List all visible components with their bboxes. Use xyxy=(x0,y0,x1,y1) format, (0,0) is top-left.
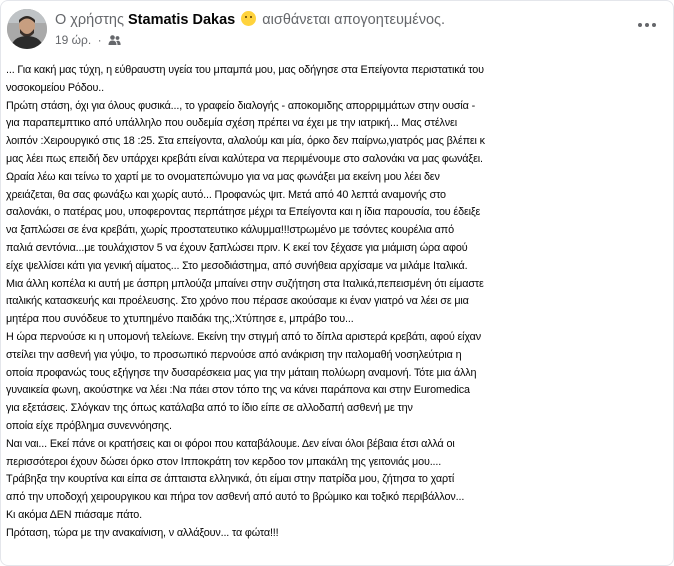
post-line: ... Για κακή μας τύχη, η εύθραυστη υγεία του μπαμπά μου, μας οδήγησε στα Επείγοντα περιστατικά του xyxy=(6,64,484,76)
post-line: οποία είχε πρόβλημα συνεννόησης. xyxy=(6,419,172,432)
post-line: στείλει την ασθενή για γύψο, το προσωπικό περνούσε από ανάκριση την ιταλομαθή νοσηλεύτρια η xyxy=(6,348,462,361)
post-line: Ωραία λέω και τείνω το χαρτί με το ονοματεπώνυμο για να μας φωνάξει μα εκείνη μου λέει δεν xyxy=(6,170,440,183)
feeling-text[interactable]: αισθάνεται απογοητευμένος. xyxy=(262,12,446,28)
post-line: περισσότεροι έχουν δώσει όρκο στον Ιπποκράτη τον κερδοο τον μπακάλη της γειτονιάς μου.... xyxy=(6,455,442,468)
post-line: είχε ψελλίσει κάτι για γενική αίματος... Στο μεσοδιάστημα, από συνήθεια αρχίσαμε να μιλάμε Ιταλικά. xyxy=(6,259,468,272)
post-line: σαλονάκι, ο πατέρας μου, υποφεροντας περπάτησε μέχρι τα Επείγοντα και η ίδια παρουσία, του έδειξε xyxy=(6,206,481,219)
post-line: Τράβηξα την κουρτίνα και είπα σε άπταιστα ελληνικά, ότι είμαι στην πατρίδα μου, ζήτησα το χαρτί xyxy=(6,473,455,486)
post-line: για εξετάσεις. Σλόγκαν της όπως κατάλαβα από το ίδιο είπε σε αλλοδαπή ασθενή με την xyxy=(6,402,413,415)
avatar[interactable] xyxy=(7,9,47,49)
author-line xyxy=(55,11,445,28)
meta-separator: · xyxy=(97,33,102,47)
post-line: από την υποδοχή χειρουργικου και πήρα τον ασθενή από αυτό το βρώμικο και τοξικό περιβάλλον... xyxy=(6,491,465,504)
author-prefix: Ο χρήστης xyxy=(55,12,124,28)
post-line: Κι ακόμα ΔΕΝ πιάσαμε πάτο. xyxy=(6,508,142,521)
post-line: Η ώρα περνούσε κι η υπομονή τελείωνε. Εκείνη την στιγμή από το δίπλα αριστερά κρεβάτι, αφού είχαν xyxy=(6,330,481,343)
post-line: Μια άλλη κοπέλα κι αυτή με άσπρη μπλούζα μπαίνει στην συζήτηση στα Ιταλικά,πεπεισμένη ότι είμαστε xyxy=(6,277,484,290)
post-line: χρειάζεται, θα σας φωνάξω και χωρίς αυτό... Προφανώς ψιτ. Μετά από 40 λεπτά αναμονής στο xyxy=(6,188,446,201)
post-line: γυναικεία φωνη, ακούστηκε να λέει :Να πάει στον τόπο της να κάνει παράπονα και στην Euromedica xyxy=(6,384,470,397)
post-line: παλιά σεντόνια...με τουλάχιστον 5 να έχουν ξαπλώσει πριν. Κ εκεί τον ξέχασε για μιάμιση ώρα αφού xyxy=(6,241,468,254)
post-line: μητέρα που συνόδευε το χτυπημένο παιδάκι της,:Χτύπησε ε, μπράβο του... xyxy=(6,313,354,326)
post-header xyxy=(7,9,673,53)
post-line: νοσοκομείου Ρόδου.. xyxy=(6,81,104,94)
disappointed-face-icon xyxy=(241,11,256,26)
friends-icon[interactable] xyxy=(108,34,121,49)
post-line: μας λέει πως επειδή δεν υπάρχει κρεβάτι είναι καλύτερα να περιμένουμε στο σαλονάκι να μας φωνάξει. xyxy=(6,152,483,165)
post-body xyxy=(6,62,670,543)
post-line: ιταλικής κατασκευής και προέλευσης. Στο χρόνο που πέρασε ακούσαμε κι έναν γιατρό να λέει σε μια xyxy=(6,295,469,308)
post-meta xyxy=(55,33,121,49)
author-name[interactable]: Stamatis Dakas xyxy=(128,12,236,28)
post-line: οποία προφανώς τους εξήγησε την δυσαρέσκεια μας για την μάταιη πολύωρη αναμονή. Τότε μια άλλη xyxy=(6,366,477,379)
more-options-icon[interactable] xyxy=(635,15,659,35)
post-line: Πρώτη στάση, όχι για όλους φυσικά..., το γραφείο διαλογής - αποκομιδης απορριμμάτων στην ουσία - xyxy=(6,99,476,112)
avatar-photo-icon xyxy=(7,9,47,49)
post-line: Πρόταση, τώρα με την ανακαίνιση, ν αλλάξουν... τα φώτα!!! xyxy=(6,526,279,539)
post-line: Ναι ναι... Εκεί πάνε οι κρατήσεις και οι φόροι που καταβάλουμε. Δεν είναι όλοι βέβαια έτσι αλλά οι xyxy=(6,437,455,450)
post-timestamp[interactable]: 19 ώρ. xyxy=(55,33,92,47)
post-line: για παραπεμπτικο από υπάλληλο που ουδεμία σχέση πρέπει να έχει με την ιατρική... Μας στέλνει xyxy=(6,117,457,130)
post-line: να ξαπλώσει σε ένα κρεβάτι, χωρίς προστατευτικο κάλυμμα!!!στρωμένο με τσόντες κουρέλια από xyxy=(6,224,454,237)
post-line: λοιπόν :Χειρουργικό στις 18 :25. Στα επείγοντα, αλαλούμ και μία, όρκο δεν παίρνω,γιατρός μας βλέπει κ xyxy=(6,135,485,148)
